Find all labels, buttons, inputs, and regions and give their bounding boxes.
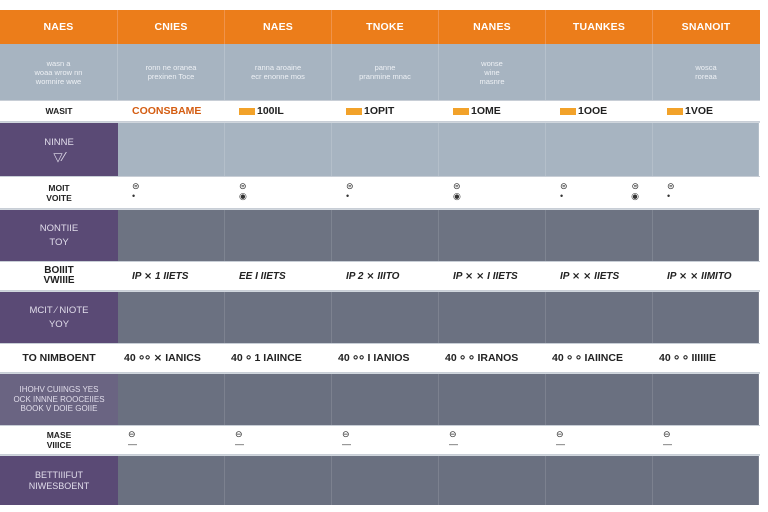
table-cell <box>225 426 332 454</box>
cell-value: 1OPIT <box>364 105 395 117</box>
table-cell <box>118 177 225 208</box>
band-cell <box>332 292 439 343</box>
dash-icon: — <box>449 439 458 449</box>
subheader-cell <box>653 44 759 100</box>
dash-icon: — <box>556 439 565 449</box>
subheader-line: ranna aroaine <box>254 63 302 72</box>
minus-circle-icon: ⊖ <box>235 430 243 440</box>
user-icon: ◉ <box>453 192 461 202</box>
status-icon: ⊜ <box>346 182 354 192</box>
table-band <box>0 209 760 261</box>
band-cell <box>546 292 653 343</box>
table-cell: IP ⨯ ⨯ I IIETS <box>453 270 518 282</box>
minus-circle-icon: ⊖ <box>663 430 671 440</box>
band-cell <box>653 292 759 343</box>
user-icon: ◉ <box>239 192 247 202</box>
dash-icon: — <box>128 439 137 449</box>
minus-circle-icon: ⊖ <box>128 430 136 440</box>
status-icon: ⊜ <box>132 182 140 192</box>
table-cell <box>439 101 546 121</box>
subheader-cell <box>546 44 653 100</box>
band-cell <box>653 210 759 261</box>
status-icon: ⊜ <box>239 182 247 192</box>
row-label: TO NIMBOENT <box>22 352 96 364</box>
band-label-title: BETTIIIFUT <box>35 469 83 480</box>
dash-icon: — <box>342 439 351 449</box>
cell-value: 1OOE <box>578 105 608 117</box>
table-cell: EE I IIETS <box>239 270 286 282</box>
band-label[interactable] <box>0 292 118 343</box>
table-cell: IP 2 ⨯ IIITO <box>346 270 400 282</box>
band-cell <box>546 456 653 505</box>
minus-circle-icon: ⊖ <box>556 430 564 440</box>
band-cell <box>225 456 332 505</box>
minus-circle-icon: ⊖ <box>449 430 457 440</box>
table-cell: 40 ⸰ 1 IAIINCE <box>231 352 302 364</box>
band-cell <box>118 292 225 343</box>
subheader-line: womnire wwe <box>35 76 82 86</box>
column-header[interactable]: NANES <box>439 10 546 44</box>
table-band <box>0 291 760 343</box>
table-cell <box>546 101 653 121</box>
subheader-line: wosca <box>695 63 717 72</box>
band-cell <box>332 456 439 505</box>
table-cell <box>439 177 546 208</box>
subheader-line: prexinen Toce <box>147 72 195 81</box>
subheader-line: roreaa <box>695 72 717 81</box>
table-header-row <box>0 10 760 44</box>
band-cell <box>653 456 759 505</box>
band-cell <box>225 292 332 343</box>
dot-icon: • <box>346 191 350 201</box>
row-label-line: MASE <box>46 430 72 440</box>
cell-value: 1VOE <box>685 105 714 117</box>
table-cell: IP ⨯ ⨯ IIETS <box>560 270 620 282</box>
table-cell <box>439 426 546 454</box>
band-label-sub: TOY <box>49 236 69 248</box>
status-icon: ⊜ <box>631 182 639 192</box>
table-cell <box>653 101 759 121</box>
progress-bar-icon <box>239 108 255 115</box>
row-label-line: VIIICE <box>46 440 72 450</box>
dot-icon: • <box>560 191 564 201</box>
subheader-line: masnre <box>479 76 505 86</box>
band-cell <box>439 123 546 176</box>
icon-pair <box>560 192 653 202</box>
column-header[interactable]: SNANOIT <box>681 21 731 33</box>
user-icon: ◉ <box>631 192 639 202</box>
band-cell <box>118 123 225 176</box>
table-band <box>0 373 760 425</box>
band-cell <box>546 123 653 176</box>
subheader-cell <box>225 44 332 100</box>
table-cell: 40 ⸰ ⸰ IRANOS <box>445 352 519 364</box>
row-label-line: MOIT <box>48 182 70 193</box>
table-cell: 40 ⸰⸰ ⨯ IANICS <box>124 352 201 364</box>
table-row[interactable] <box>0 343 760 373</box>
band-cell <box>439 292 546 343</box>
dash-icon: — <box>235 439 244 449</box>
band-label[interactable] <box>0 456 118 505</box>
subheader-cell <box>118 44 225 100</box>
band-cell <box>439 210 546 261</box>
row-label-line: VWIIIE <box>43 275 75 286</box>
status-icon: ⊜ <box>667 182 675 192</box>
table-cell: IP ⨯ 1 IIETS <box>132 270 189 282</box>
band-label-line: BOOK V DOIE GOIIE <box>20 404 98 414</box>
band-label-line: IHOHV CUIINGS YES <box>19 385 99 395</box>
table-cell <box>653 177 759 208</box>
band-cell <box>332 374 439 425</box>
row-label <box>0 177 118 208</box>
subheader-cell <box>439 44 546 100</box>
band-cell <box>225 123 332 176</box>
subheader-line: wasn a <box>46 58 71 68</box>
chevron-down-icon: ▽⁄ <box>53 149 65 164</box>
subheader-line: ecr enonne mos <box>251 72 305 81</box>
band-label-sub: YOY <box>48 318 70 330</box>
column-header[interactable]: NAES <box>0 10 118 44</box>
dot-icon: • <box>667 191 671 201</box>
subheader-line: wonse <box>481 58 503 68</box>
progress-bar-icon <box>560 108 576 115</box>
band-cell <box>439 374 546 425</box>
table-cell: 40 ⸰ ⸰ IAIINCE <box>552 352 623 364</box>
column-header[interactable]: NAES <box>225 10 332 44</box>
band-label-sub: NIWESBOENT <box>28 480 90 491</box>
table-cell <box>118 426 225 454</box>
dash-icon: — <box>663 439 672 449</box>
subheader-line: panne <box>374 63 396 72</box>
band-label[interactable] <box>0 210 118 261</box>
band-cell <box>118 210 225 261</box>
table-subheader-row <box>0 44 760 100</box>
progress-bar-icon <box>346 108 362 115</box>
band-cell <box>118 456 225 505</box>
band-cell <box>225 374 332 425</box>
subheader-line: ronn ne oranea <box>145 63 197 72</box>
band-label-title: NINNE <box>44 136 74 148</box>
minus-circle-icon: ⊖ <box>342 430 350 440</box>
table-row[interactable] <box>0 425 760 455</box>
cell-value: 1OME <box>471 105 501 117</box>
table-cell <box>225 101 332 121</box>
band-cell <box>332 123 439 176</box>
band-cell <box>439 456 546 505</box>
table-cell <box>332 177 439 208</box>
band-cell <box>332 210 439 261</box>
status-icon: ⊜ <box>560 182 568 192</box>
band-cell <box>653 374 759 425</box>
band-cell <box>118 374 225 425</box>
column-header[interactable]: CNIES <box>118 10 225 44</box>
column-header[interactable]: TNOKE <box>332 10 439 44</box>
column-header[interactable]: TUANKES <box>546 10 653 44</box>
table-row[interactable] <box>0 100 760 122</box>
table-cell: IP ⨯ ⨯ IIMITO <box>667 270 732 282</box>
subheader-cell <box>332 44 439 100</box>
table-cell <box>225 177 332 208</box>
band-cell <box>546 210 653 261</box>
band-label-line: OCK INNNE ROOCEIIES <box>13 394 105 404</box>
row-label: WASIT <box>45 106 73 116</box>
band-label[interactable] <box>0 374 118 425</box>
subheader-line: wine <box>484 67 500 77</box>
table-cell <box>332 101 439 121</box>
table-cell <box>546 426 653 454</box>
row-label <box>0 426 118 454</box>
table-cell <box>332 426 439 454</box>
band-cell <box>225 210 332 261</box>
comparison-table <box>0 10 760 505</box>
progress-bar-icon <box>667 108 683 115</box>
status-icon: ⊜ <box>453 182 461 192</box>
band-cell <box>546 374 653 425</box>
row-label <box>0 262 118 290</box>
icon-pair <box>560 182 653 192</box>
band-label[interactable] <box>0 123 118 176</box>
subheader-cell <box>0 44 118 100</box>
table-cell <box>546 177 653 208</box>
band-label-title: MCIT ∕ NIOTE <box>29 304 89 316</box>
dot-icon: • <box>132 191 136 201</box>
table-cell <box>653 426 759 454</box>
progress-bar-icon <box>453 108 469 115</box>
subheader-line: woaa wrow nn <box>34 67 83 77</box>
band-cell <box>653 123 759 176</box>
table-cell: COONSBAME <box>132 105 202 117</box>
subheader-line: pranmine mnac <box>359 72 411 81</box>
row-label-line: BOIIIT <box>44 265 74 276</box>
table-row[interactable] <box>0 261 760 291</box>
table-band <box>0 122 760 176</box>
row-label-line: VOITE <box>46 192 72 203</box>
table-cell: 40 ⸰ ⸰ IIIIIIE <box>659 352 716 364</box>
cell-value: 100IL <box>257 105 284 117</box>
table-band <box>0 455 760 505</box>
table-cell: 40 ⸰⸰ I IANIOS <box>338 352 410 364</box>
band-label-title: NONTIIE <box>39 222 79 234</box>
table-row[interactable] <box>0 176 760 209</box>
